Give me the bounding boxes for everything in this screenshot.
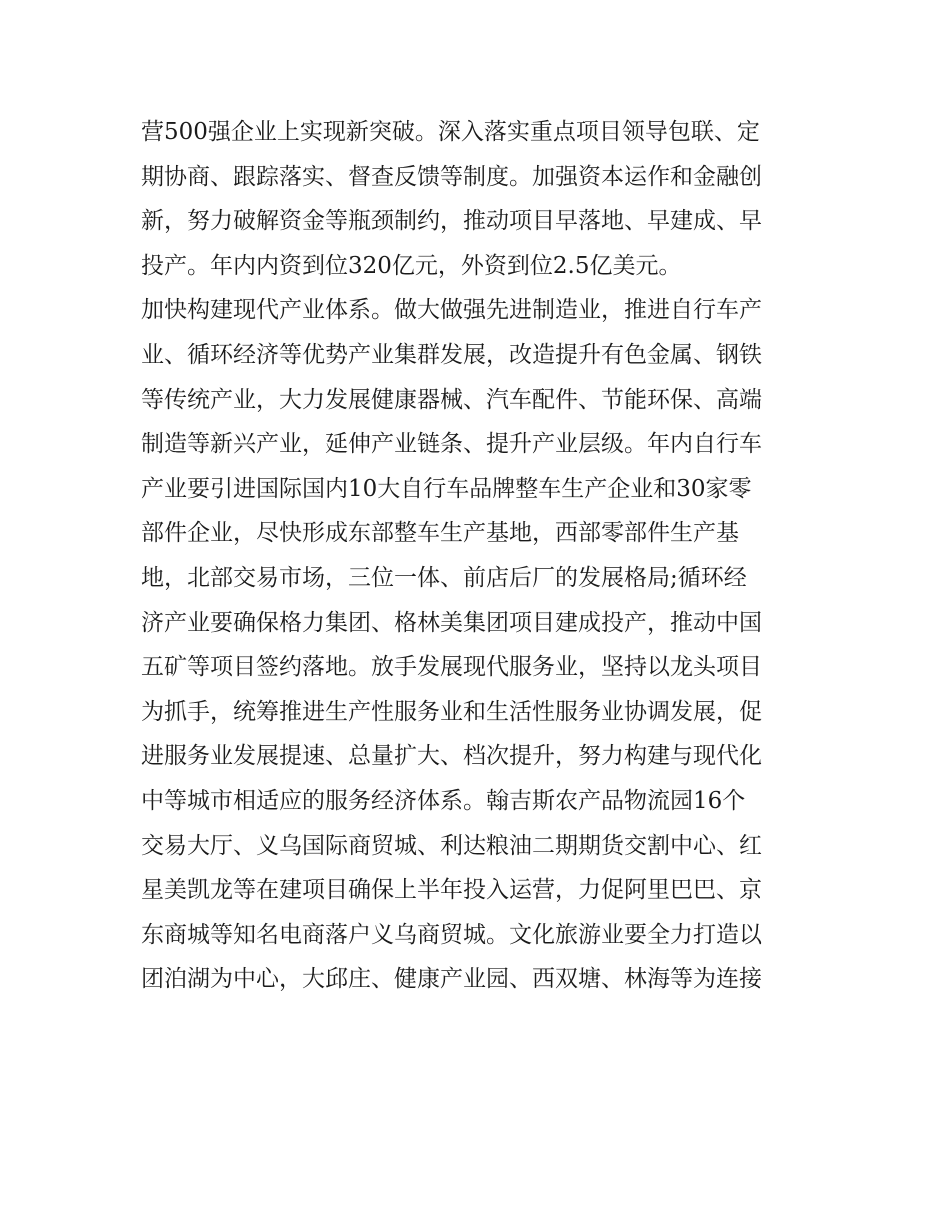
text-line: 东商城等知名电商落户义乌商贸城。文化旅游业要全力打造以 [141,921,762,948]
text-line: 投产。年内内资到位320亿元，外资到位2.5亿美元。 [141,252,682,279]
text-line: 营500强企业上实现新突破。深入落实重点项目领导包联、定 [141,119,760,145]
text-line: 等传统产业，大力发展健康器械、汽车配件、节能环保、高端 [141,386,762,413]
text-line: 地，北部交易市场，三位一体、前店后厂的发展格局;循环经 [141,564,747,591]
text-line: 交易大厅、义乌国际商贸城、利达粮油二期期货交割中心、红 [141,832,762,859]
text-line: 为抓手，统筹推进生产性服务业和生活性服务业协调发展，促 [141,698,762,725]
text-line: 业、循环经济等优势产业集群发展，改造提升有色金属、钢铁 [141,341,762,368]
text-line: 加快构建现代产业体系。做大做强先进制造业，推进自行车产 [141,297,762,324]
text-line: 期协商、跟踪落实、督查反馈等制度。加强资本运作和金融创 [141,163,762,190]
text-line: 济产业要确保格力集团、格林美集团项目建成投产，推动中国 [141,609,762,636]
text-line: 产业要引进国际国内10大自行车品牌整车生产企业和30家零 [141,475,752,502]
text-line: 进服务业发展提速、总量扩大、档次提升，努力构建与现代化 [141,743,762,770]
body-text [141,110,813,1002]
text-line: 星美凯龙等在建项目确保上半年投入运营，力促阿里巴巴、京 [141,877,762,904]
text-line: 中等城市相适应的服务经济体系。翰吉斯农产品物流园16个 [141,787,746,814]
text-line: 制造等新兴产业，延伸产业链条、提升产业层级。年内自行车 [141,431,762,458]
text-line: 新，努力破解资金等瓶颈制约，推动项目早落地、早建成、早 [141,208,762,235]
text-line: 五矿等项目签约落地。放手发展现代服务业，坚持以龙头项目 [141,654,762,681]
text-line: 团泊湖为中心，大邱庄、健康产业园、西双塘、林海等为连接 [141,966,762,993]
text-line: 部件企业，尽快形成东部整车生产基地，西部零部件生产基 [141,520,739,547]
